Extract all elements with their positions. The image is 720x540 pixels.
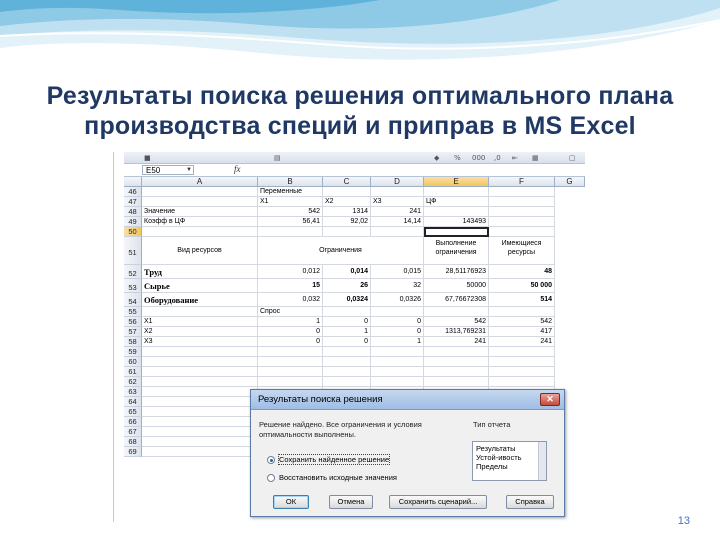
cell-c56[interactable]: 0 xyxy=(323,317,371,327)
cell-b48[interactable]: 542 xyxy=(258,207,323,217)
row-header[interactable]: 48 xyxy=(124,207,142,217)
cell-a65[interactable] xyxy=(142,407,258,417)
row-header[interactable]: 57 xyxy=(124,327,142,337)
row-header[interactable]: 62 xyxy=(124,377,142,387)
cell-f49[interactable] xyxy=(489,217,555,227)
cell-e53[interactable]: 50000 xyxy=(424,279,489,293)
cell-b53[interactable]: 15 xyxy=(258,279,323,293)
cell-b62[interactable] xyxy=(258,377,323,387)
keep-solution-radio[interactable] xyxy=(267,456,275,464)
cell-a50[interactable] xyxy=(142,227,258,237)
row-header[interactable]: 66 xyxy=(124,417,142,427)
cell-b49[interactable]: 56,41 xyxy=(258,217,323,227)
cell-b46[interactable]: Переменные xyxy=(258,187,323,197)
cell-b58[interactable]: 0 xyxy=(258,337,323,347)
cell-c54[interactable]: 0,0324 xyxy=(323,293,371,307)
cell-f55[interactable] xyxy=(489,307,555,317)
cell-d59[interactable] xyxy=(371,347,424,357)
row-header[interactable]: 51 xyxy=(124,237,142,265)
cell-e46[interactable] xyxy=(424,187,489,197)
function-icon[interactable]: fx xyxy=(234,164,241,174)
border-icon[interactable]: ▦ xyxy=(532,154,539,162)
cell-e52[interactable]: 28,51176923 xyxy=(424,265,489,279)
formula-bar xyxy=(124,164,585,177)
cell-e51[interactable]: Выполнение ограничения xyxy=(424,237,489,265)
cell-c48[interactable]: 1314 xyxy=(323,207,371,217)
cell-c47[interactable]: X2 xyxy=(323,197,371,207)
restore-values-label[interactable]: Восстановить исходные значения xyxy=(279,473,397,482)
cell-a52[interactable]: Труд xyxy=(142,265,258,279)
cell-e49[interactable]: 143493 xyxy=(424,217,489,227)
cell-e54[interactable]: 67,76672308 xyxy=(424,293,489,307)
cell-a53[interactable]: Сырье xyxy=(142,279,258,293)
close-button[interactable]: ✕ xyxy=(540,393,560,406)
cell-d60[interactable] xyxy=(371,357,424,367)
cell-d48[interactable]: 241 xyxy=(371,207,424,217)
report-type-label: Тип отчета xyxy=(473,420,511,429)
cell-a46[interactable] xyxy=(142,187,258,197)
dialog-message: Решение найдено. Все ограничения и условия оптимальности выполнены. xyxy=(259,420,422,439)
cell-c61[interactable] xyxy=(323,367,371,377)
cell-f60[interactable] xyxy=(489,357,555,367)
help-button[interactable]: Справка xyxy=(506,495,554,509)
cell-f52[interactable]: 48 xyxy=(489,265,555,279)
cell-d50[interactable] xyxy=(371,227,424,237)
cell-e56[interactable]: 542 xyxy=(424,317,489,327)
cell-d58[interactable]: 1 xyxy=(371,337,424,347)
cell-b50[interactable] xyxy=(258,227,323,237)
dialog-titlebar[interactable] xyxy=(251,390,564,410)
cell-a56[interactable]: X1 xyxy=(142,317,258,327)
cell-d56[interactable]: 0 xyxy=(371,317,424,327)
cell-a59[interactable] xyxy=(142,347,258,357)
row-header[interactable]: 49 xyxy=(124,217,142,227)
column-header-c[interactable]: C xyxy=(323,177,371,187)
row-header[interactable]: 68 xyxy=(124,437,142,447)
row-header[interactable]: 64 xyxy=(124,397,142,407)
cell-b54[interactable]: 0,032 xyxy=(258,293,323,307)
cell-a67[interactable] xyxy=(142,427,258,437)
column-header-a[interactable]: A xyxy=(142,177,258,187)
name-box[interactable]: E50 xyxy=(142,165,194,175)
column-header-d[interactable]: D xyxy=(371,177,424,187)
thousands-icon[interactable]: 000 xyxy=(472,154,486,162)
cell-c60[interactable] xyxy=(323,357,371,367)
cell-e55[interactable] xyxy=(424,307,489,317)
row-header[interactable]: 50 xyxy=(124,227,142,237)
cell-a68[interactable] xyxy=(142,437,258,447)
cell-a60[interactable] xyxy=(142,357,258,367)
cell-d61[interactable] xyxy=(371,367,424,377)
cell-c59[interactable] xyxy=(323,347,371,357)
cell-c58[interactable]: 0 xyxy=(323,337,371,347)
cell-f59[interactable] xyxy=(489,347,555,357)
row-header[interactable]: 69 xyxy=(124,447,142,457)
cell-e57[interactable]: 1313,769231 xyxy=(424,327,489,337)
cell-f46[interactable] xyxy=(489,187,555,197)
slide-title-line-1: Результаты поиска решения оптимального плана xyxy=(46,82,674,110)
keep-solution-label[interactable]: Сохранить найденное решение xyxy=(279,455,390,464)
cell-f58[interactable]: 241 xyxy=(489,337,555,347)
cell-c52[interactable]: 0,014 xyxy=(323,265,371,279)
indent-icon[interactable]: ⇤ xyxy=(512,154,518,162)
cell-c57[interactable]: 1 xyxy=(323,327,371,337)
cell-d62[interactable] xyxy=(371,377,424,387)
column-header-e[interactable]: E xyxy=(424,177,489,187)
row-header[interactable]: 47 xyxy=(124,197,142,207)
cell-e59[interactable] xyxy=(424,347,489,357)
cell-d46[interactable] xyxy=(371,187,424,197)
list-item[interactable]: Результаты xyxy=(476,444,516,453)
column-header-f[interactable]: F xyxy=(489,177,555,187)
dialog-title: Результаты поиска решения xyxy=(258,394,383,405)
cell-a47[interactable] xyxy=(142,197,258,207)
row-header[interactable]: 63 xyxy=(124,387,142,397)
list-item[interactable]: Пределы xyxy=(476,462,508,471)
chevron-down-icon[interactable]: ▼ xyxy=(186,167,192,173)
cell-e50[interactable] xyxy=(424,227,489,237)
cell-c50[interactable] xyxy=(323,227,371,237)
row-header[interactable]: 55 xyxy=(124,307,142,317)
row-header[interactable]: 61 xyxy=(124,367,142,377)
cell-a48[interactable]: Значение xyxy=(142,207,258,217)
scrollbar[interactable] xyxy=(538,442,546,480)
cell-b57[interactable]: 0 xyxy=(258,327,323,337)
cell-e62[interactable] xyxy=(424,377,489,387)
cell-d52[interactable]: 0,015 xyxy=(371,265,424,279)
decimal-icon[interactable]: ,0 xyxy=(494,154,501,162)
decorative-wave-header xyxy=(0,0,720,75)
cell-a55[interactable] xyxy=(142,307,258,317)
cell-b52[interactable]: 0,012 xyxy=(258,265,323,279)
cell-d49[interactable]: 14,14 xyxy=(371,217,424,227)
cell-b59[interactable] xyxy=(258,347,323,357)
row-header[interactable]: 60 xyxy=(124,357,142,367)
cell-f47[interactable] xyxy=(489,197,555,207)
cell-a69[interactable] xyxy=(142,447,258,457)
cell-a61[interactable] xyxy=(142,367,258,377)
paint-icon[interactable]: ◆ xyxy=(434,154,440,162)
cell-e60[interactable] xyxy=(424,357,489,367)
cell-f54[interactable]: 514 xyxy=(489,293,555,307)
cell-a62[interactable] xyxy=(142,377,258,387)
cell-b47[interactable]: X1 xyxy=(258,197,323,207)
cell-e48[interactable] xyxy=(424,207,489,217)
row-header[interactable]: 56 xyxy=(124,317,142,327)
cell-a66[interactable] xyxy=(142,417,258,427)
slide-title-line-2: производства специй и приправ в MS Excel xyxy=(84,112,636,140)
cell-b51[interactable]: Ограничения xyxy=(258,237,424,265)
cell-f48[interactable] xyxy=(489,207,555,217)
restore-values-radio[interactable] xyxy=(267,474,275,482)
bold-icon[interactable]: ■ xyxy=(144,154,151,162)
cancel-button[interactable]: Отмена xyxy=(329,495,373,509)
cell-a58[interactable]: X3 xyxy=(142,337,258,347)
row-header[interactable]: 52 xyxy=(124,265,142,279)
row-header[interactable]: 65 xyxy=(124,407,142,417)
window-icon[interactable]: ▢ xyxy=(569,154,576,162)
cell-f56[interactable]: 542 xyxy=(489,317,555,327)
row-header[interactable]: 54 xyxy=(124,293,142,307)
row-header[interactable]: 46 xyxy=(124,187,142,197)
cell-b61[interactable] xyxy=(258,367,323,377)
cell-f51[interactable]: Имеющиеся ресурсы xyxy=(489,237,555,265)
cell-e58[interactable]: 241 xyxy=(424,337,489,347)
save-scenario-button[interactable]: Сохранить сценарий... xyxy=(389,495,487,509)
cell-a54[interactable]: Оборудование xyxy=(142,293,258,307)
cell-d54[interactable]: 0,0326 xyxy=(371,293,424,307)
cell-f50[interactable] xyxy=(489,227,555,237)
format-icon[interactable]: ▤ xyxy=(274,154,281,162)
cell-e47[interactable]: ЦФ xyxy=(424,197,489,207)
cell-f62[interactable] xyxy=(489,377,555,387)
list-item[interactable]: Устой-ивость xyxy=(476,453,522,462)
row-header[interactable]: 58 xyxy=(124,337,142,347)
cell-a63[interactable] xyxy=(142,387,258,397)
column-header-g[interactable]: G xyxy=(555,177,585,187)
cell-f53[interactable]: 50 000 xyxy=(489,279,555,293)
cell-f61[interactable] xyxy=(489,367,555,377)
cell-c53[interactable]: 26 xyxy=(323,279,371,293)
cell-a64[interactable] xyxy=(142,397,258,407)
percent-icon[interactable]: % xyxy=(454,154,461,162)
cell-c62[interactable] xyxy=(323,377,371,387)
cell-c55[interactable] xyxy=(323,307,371,317)
select-all-corner[interactable] xyxy=(124,177,142,187)
cell-a51[interactable]: Вид ресурсов xyxy=(142,237,258,265)
cell-a49[interactable]: Коэфф в ЦФ xyxy=(142,217,258,227)
cell-e61[interactable] xyxy=(424,367,489,377)
row-header[interactable]: 67 xyxy=(124,427,142,437)
cell-b56[interactable]: 1 xyxy=(258,317,323,327)
column-header-b[interactable]: B xyxy=(258,177,323,187)
cell-c46[interactable] xyxy=(323,187,371,197)
cell-d47[interactable]: X3 xyxy=(371,197,424,207)
cell-b55[interactable]: Спрос xyxy=(258,307,323,317)
page-number: 13 xyxy=(677,515,690,527)
cell-b60[interactable] xyxy=(258,357,323,367)
cell-c49[interactable]: 92,02 xyxy=(323,217,371,227)
cell-a57[interactable]: X2 xyxy=(142,327,258,337)
ok-button[interactable]: ОК xyxy=(273,495,309,509)
cell-d55[interactable] xyxy=(371,307,424,317)
row-header[interactable]: 59 xyxy=(124,347,142,357)
excel-toolbar xyxy=(124,152,585,164)
solver-results-dialog xyxy=(250,389,565,517)
divider xyxy=(113,152,114,522)
report-type-list[interactable] xyxy=(472,441,547,481)
row-header[interactable]: 53 xyxy=(124,279,142,293)
cell-f57[interactable]: 417 xyxy=(489,327,555,337)
cell-d53[interactable]: 32 xyxy=(371,279,424,293)
cell-d57[interactable]: 0 xyxy=(371,327,424,337)
